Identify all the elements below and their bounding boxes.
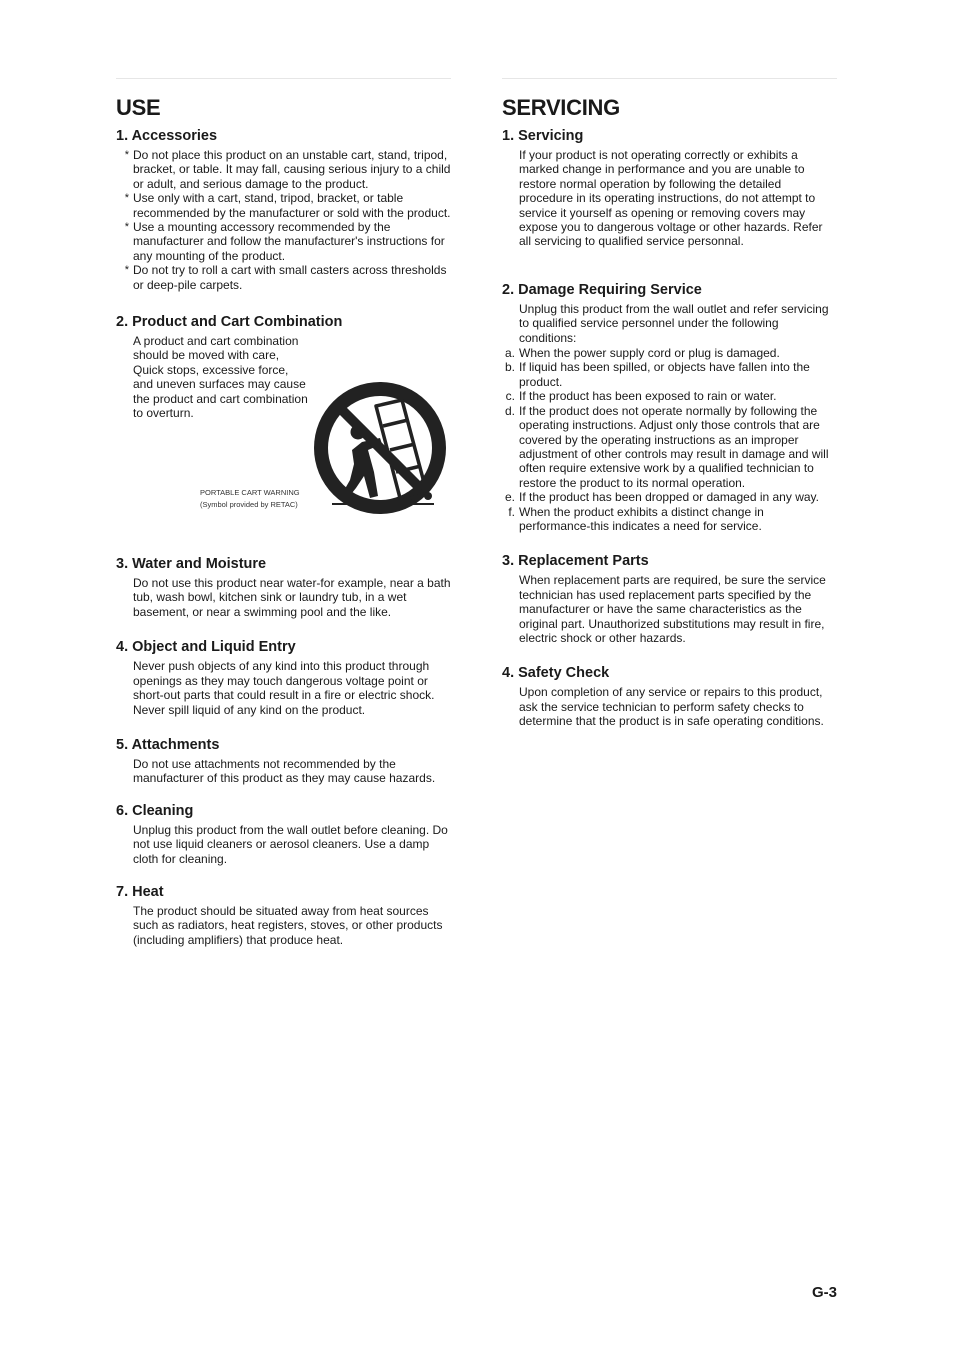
servicing-heading: 1. Servicing xyxy=(502,128,584,144)
cart-caption: PORTABLE CART WARNING (Symbol provided by RETAC) xyxy=(200,488,300,510)
list-item: * Do not place this product on an unstable cart, stand, tripod, bracket, or table. It may fall, causing serious injury to a child or adult, and serious damage to the product. xyxy=(116,148,451,191)
list-item: d. If the product does not operate normally by following the operating instructions. Adjust only those controls that are covered by the operating instructions as an improper adjustment of other controls may result in damage and will often require extensive work by a qualified technician to restore the product to its normal operation. xyxy=(504,403,829,490)
attachments-section: 5. Attachments Do not use attachments not recommended by the manufacturer of this product as they may cause hazards. xyxy=(116,737,451,786)
use-title: USE xyxy=(116,95,161,120)
servicing-title: SERVICING xyxy=(502,95,620,120)
top-divider xyxy=(502,78,837,79)
attachments-heading: 5. Attachments xyxy=(116,736,220,753)
portable-cart-warning-icon xyxy=(314,380,450,516)
safety-section: 4. Safety Check Upon completion of any service or repairs to this product, ask the service technician to perform safety checks to determine that the product is in safe operating conditions. xyxy=(502,665,837,728)
bullet-star: * xyxy=(124,264,129,277)
water-section: 3. Water and Moisture Do not use this product near water-for example, near a bath tub, wash bowl, kitchen sink or laundry tub, in a wet basement, or near a swimming pool and the like. xyxy=(116,556,451,619)
cart-block xyxy=(116,334,451,556)
servicing-section: 1. Servicing If your product is not operating correctly or exhibits a marked change in performance and you are unable to restore normal operation by following the detailed procedure in its operating instructions, do not attempt to service it yourself as opening or removing covers may expose you to dangerous voltage or other hazards. Refer all servicing to qualified service personnal. xyxy=(502,128,837,249)
bullet-star: * xyxy=(124,192,129,205)
object-section: 4. Object and Liquid Entry Never push objects of any kind into this product through openings as they may touch dangerous voltage point or short-out parts that could result in a fire or electric shock. Never spill liquid of any kind on the product. xyxy=(116,639,451,717)
replacement-heading: 3. Replacement Parts xyxy=(502,553,649,570)
heat-section: 7. Heat The product should be situated away from heat sources such as radiators, heat registers, stoves, or other products (including amplifiers) that produce heat. xyxy=(116,884,451,947)
safety-heading: 4. Safety Check xyxy=(502,665,610,682)
use-column xyxy=(116,78,451,947)
heat-heading: 7. Heat xyxy=(116,883,164,900)
accessories-heading: 1. Accessories xyxy=(116,128,218,144)
page-number: G-3 xyxy=(812,1284,838,1301)
list-item: * Do not try to roll a cart with small casters across thresholds or deep-pile carpets. xyxy=(116,263,451,292)
list-item: * Use a mounting accessory recommended by the manufacturer and follow the manufacturer's instructions for any mounting of the product. xyxy=(116,220,451,263)
cleaning-section: 6. Cleaning Unplug this product from the wall outlet before cleaning. Do not use liquid cleaners or aerosol cleaners. Use a damp cloth for cleaning. xyxy=(116,803,451,866)
object-heading: 4. Object and Liquid Entry xyxy=(116,639,296,656)
bullet-star: * xyxy=(124,221,129,234)
replacement-section: 3. Replacement Parts When replacement parts are required, be sure the service technician has used replacement parts specified by the manufacturer or have the same characteristics as the original part. Unauthorized substitutions may result in fire, electric shock or other hazards. xyxy=(502,553,837,645)
cart-section xyxy=(116,314,451,556)
servicing-column xyxy=(502,78,837,729)
list-item: e. If the product has been dropped or damaged in any way. xyxy=(504,490,819,505)
list-item: f. When the product exhibits a distinct change in performance-this indicates a need for service. xyxy=(508,504,764,533)
list-item: * Use only with a cart, stand, tripod, bracket, or table recommended by the manufacturer or sold with the product. xyxy=(116,191,451,220)
list-item: b. If liquid has been spilled, or objects have fallen into the product. xyxy=(504,360,810,389)
damage-section: 2. Damage Requiring Service Unplug this product from the wall outlet and refer servicing to qualified service personnel under the following conditions: a. When the power supply cord or plug is damaged. b. If liquid has been spilled, or objects have fallen into the product. c. If the product has been exposed to rain or water. d. If the product does not operate normally by following the operating instructions. Adjust only those controls that are covered by the operating instructions as an improper adjustment of other controls may result in damage and will often require extensive work by a qualified technician to restore the product to its normal operation. e. If the product has been dropped or damaged in any way. f. When the product exhibits a distinct change in performance-this indicates a need for service. xyxy=(502,282,837,534)
water-heading: 3. Water and Moisture xyxy=(116,556,267,573)
cleaning-heading: 6. Cleaning xyxy=(116,802,194,819)
damage-heading: 2. Damage Requiring Service xyxy=(502,281,702,298)
bullet-star: * xyxy=(124,149,129,161)
list-item: a. When the power supply cord or plug is damaged. xyxy=(504,346,780,361)
cart-text: A product and cart combination should be moved with care, Quick stops, excessive force, and uneven surfaces may cause the product and cart combination to overturn. xyxy=(133,334,308,421)
accessories-section xyxy=(116,128,451,292)
top-divider xyxy=(116,78,451,79)
list-item: c. If the product has been exposed to rain or water. xyxy=(505,389,777,404)
cart-heading: 2. Product and Cart Combination xyxy=(116,314,343,331)
